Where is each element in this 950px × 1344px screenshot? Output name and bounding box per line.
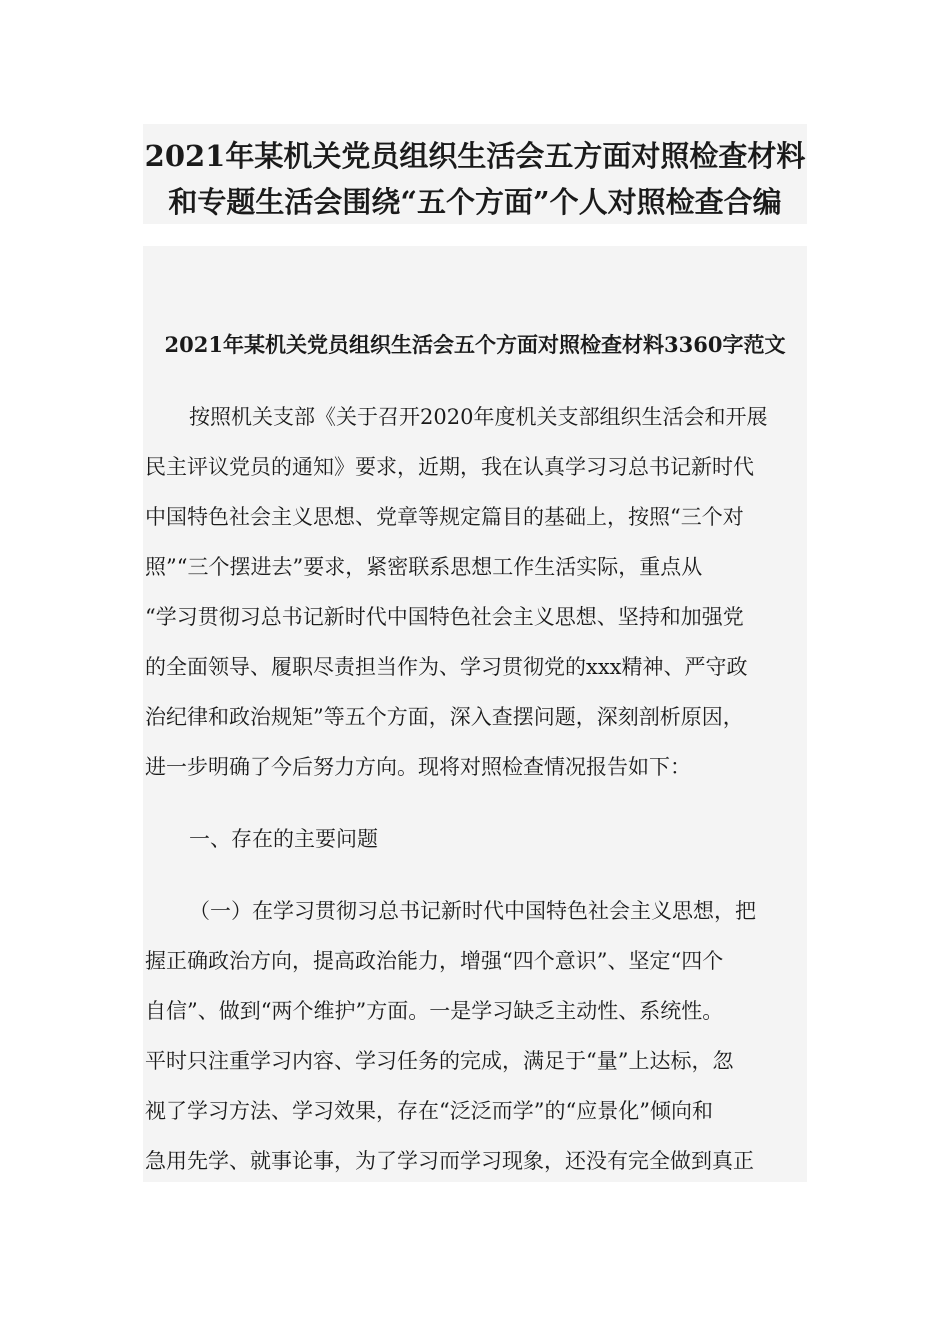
paragraph-2-line-2: 握正确政治方向，提高政治能力，增强“四个意识”、坚定“四个	[145, 949, 724, 973]
title-block	[143, 124, 807, 224]
paragraph-2-line-5: 视了学习方法、学习效果，存在“泛泛而学”的“应景化”倾向和	[145, 1099, 713, 1123]
section-1-heading: 一、存在的主要问题	[189, 827, 378, 851]
paragraph-1-line-3: 中国特色社会主义思想、党章等规定篇目的基础上，按照“三个对	[145, 505, 744, 529]
paragraph-1-line-5: “学习贯彻习总书记新时代中国特色社会主义思想、坚持和加强党	[145, 605, 744, 629]
paragraph-1-line-8: 进一步明确了今后努力方向。现将对照检查情况报告如下：	[145, 755, 691, 779]
paragraph-1-line-7: 治纪律和政治规矩”等五个方面，深入查摆问题，深刻剖析原因，	[145, 705, 744, 729]
document-title-line-2: 和专题生活会围绕“五个方面”个人对照检查合编	[168, 185, 782, 219]
document-body	[143, 246, 807, 1182]
paragraph-2-line-4: 平时只注重学习内容、学习任务的完成，满足于“量”上达标，忽	[145, 1049, 734, 1073]
paragraph-2-line-3: 自信”、做到“两个维护”方面。一是学习缺乏主动性、系统性。	[145, 999, 724, 1023]
paragraph-1-line-6: 的全面领导、履职尽责担当作为、学习贯彻党的xxx精神、严守政	[145, 655, 748, 679]
paragraph-1-line-1: 按照机关支部《关于召开2020年度机关支部组织生活会和开展	[189, 405, 768, 429]
paragraph-2-line-6: 急用先学、就事论事，为了学习而学习现象，还没有完全做到真正	[145, 1149, 754, 1173]
paragraph-2-line-1: （一）在学习贯彻习总书记新时代中国特色社会主义思想，把	[189, 899, 756, 923]
paragraph-1-line-2: 民主评议党员的通知》要求，近期，我在认真学习习总书记新时代	[145, 455, 754, 479]
paragraph-1-line-4: 照”“三个摆进去”要求，紧密联系思想工作生活实际，重点从	[145, 555, 703, 579]
document-title-line-1: 2021年某机关党员组织生活会五方面对照检查材料	[144, 139, 806, 173]
document-subtitle: 2021年某机关党员组织生活会五个方面对照检查材料3360字范文	[164, 332, 786, 357]
